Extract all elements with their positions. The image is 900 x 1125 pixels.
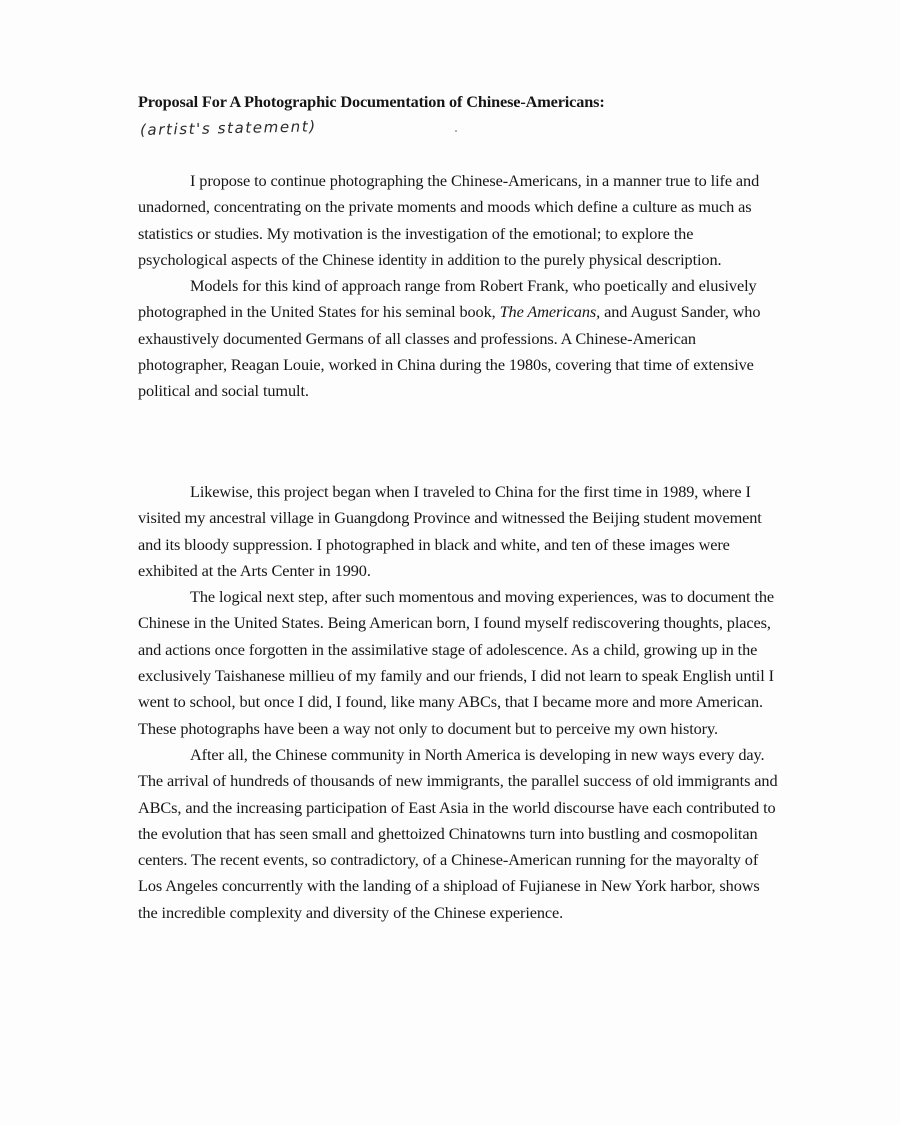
body-section-2 [138,479,778,926]
paragraph-3-text: Likewise, this project began when I traveled to China for the first time in 1989, where I visited my ancestral village in Guangdong Province and witnessed the Beijing student movement and its bloody suppression. I photographed in black and white, and ten of these images were exhibited at the Arts Center in 1990. [138,482,762,580]
paragraph-1 [138,168,778,273]
paragraph-2-text: Models for this kind of approach range from Robert Frank, who poetically and elusively photographed in the United States for his seminal book, [138,276,757,322]
paragraph-5 [138,742,778,926]
book-title-italic: The Americans, [499,302,601,322]
paragraph-2 [138,273,778,404]
paragraph-4-text: The logical next step, after such momentous and moving experiences, was to document the Chinese in the United States. Being American born, I found myself rediscovering thoughts, places, and actions once forgotten in the assimilative stage of adolescence. As a child, growing up in the exclusively Taishanese millieu of my family and our friends, I did not learn to speak English until I went to school, but once I did, I found, like many ABCs, that I became more and more American. These photographs have been a way not only to document but to perceive my own history. [138,587,775,738]
document-title: Proposal For A Photographic Documentation of Chinese-Americans: [138,92,605,111]
paragraph-3 [138,479,778,584]
paragraph-5-text: After all, the Chinese community in North America is developing in new ways every day. The arrival of hundreds of thousands of new immigrants, the parallel success of old immigrants and ABCs, and the increasing participation of East Asia in the world discourse have each contributed to the evolution that has seen small and ghettoized Chinatowns turn into bustling and cosmopolitan centers. The recent events, so contradictory, of a Chinese-American running for the mayoralty of Los Angeles concurrently with the landing of a shipload of Fujianese in New York harbor, shows the incredible complexity and diversity of the Chinese experience. [138,744,778,922]
scan-speck [455,130,457,132]
paragraph-2-text-continued: and August Sander, who exhaustively documented Germans of all classes and professions. A Chinese-American photographer, Reagan Louie, worked in China during the 1980s, covering that time of extensive political and social tumult. [138,302,761,401]
paragraph-4 [138,584,778,742]
body-section-1 [138,168,778,405]
paragraph-1-text: I propose to continue photographing the Chinese-Americans, in a manner true to life and unadorned, concentrating on the private moments and moods which define a culture as much as statistics or studies. My motivation is the investigation of the emotional; to explore the psychological aspects of the Chinese identity in addition to the purely physical description. [138,171,760,269]
handwritten-annotation: (artist's statement) [139,117,317,139]
